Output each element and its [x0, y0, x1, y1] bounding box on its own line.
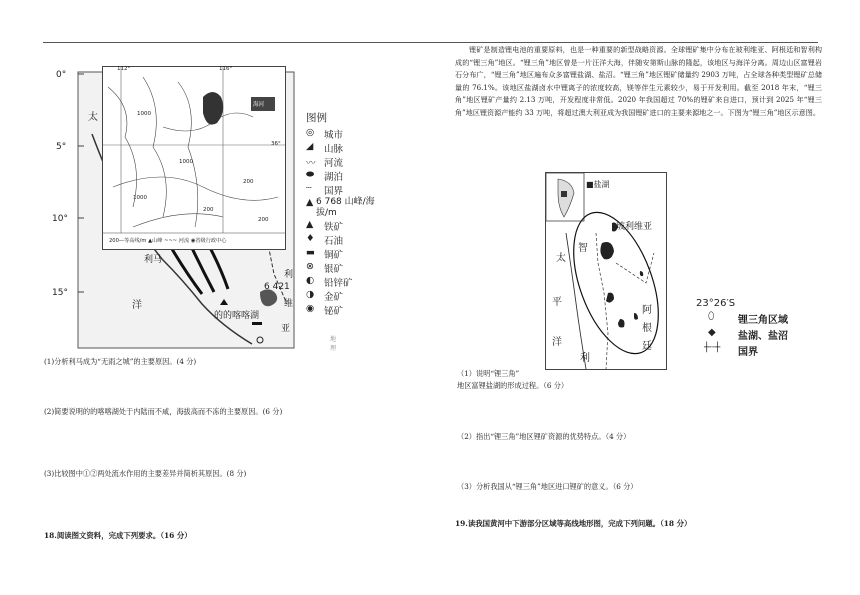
- peru-legend: [306, 110, 386, 317]
- sea-label: 洋: [132, 300, 142, 311]
- chile-char: 智: [578, 243, 588, 254]
- pacific-char: 平: [552, 297, 562, 308]
- question-2: (2)简要说明的的喀喀湖处于内陆而不咸，海拔高而不冻的主要原因。(6 分): [44, 407, 283, 416]
- mountain-icon: ◢: [306, 141, 314, 152]
- legend-item: ▲ 6 768 山峰/海拔/m: [306, 197, 375, 218]
- country-char: 利: [284, 270, 294, 280]
- inset-lon-label: 116°: [219, 66, 233, 72]
- peak-label: 6 421: [264, 282, 290, 292]
- titicaca-label: 的的喀喀湖: [214, 311, 260, 321]
- pacific-char: 太: [556, 253, 566, 264]
- legend-item: ◉ 铋矿: [306, 303, 344, 317]
- legend-item: ⬬ 湖泊: [306, 169, 344, 183]
- question-1-line-2: 地区富锂盐湖的形成过程。（6 分）: [457, 381, 569, 390]
- border-icon: ┄: [306, 183, 312, 194]
- inset-lat-label: 36°: [271, 141, 281, 147]
- pacific-char: 洋: [552, 337, 562, 348]
- argentina-char: 根: [642, 323, 652, 334]
- country-char: 维: [284, 299, 294, 309]
- legend-item: ┄ 国界: [306, 183, 344, 197]
- legend-item: ♦ 石油: [306, 233, 344, 247]
- contour-label: 1000: [137, 111, 151, 117]
- city-icon: ◎: [306, 127, 315, 138]
- chile-char: 利: [580, 353, 590, 364]
- border-icon: ┼┄┼: [704, 343, 721, 353]
- salt-lake-icon: ◆: [708, 327, 716, 338]
- lithium-map-figure: [545, 172, 667, 370]
- inset-lon-label: 112°: [117, 66, 131, 72]
- inset-map: [102, 66, 286, 250]
- contour-label: 1000: [133, 195, 147, 201]
- legend-item: ┼┄┼ 国界: [704, 343, 758, 358]
- contour-label: 1000: [179, 159, 193, 165]
- contour-label: 200: [203, 207, 214, 213]
- legend-item: ◆ 盐湖、盐沼: [708, 327, 788, 342]
- legend-item: ▲ 铁矿: [306, 219, 344, 233]
- question-3: （3）分析我国从“锂三角”地区进口锂矿的意义。（6 分）: [457, 482, 638, 491]
- lat-label: 0°: [56, 70, 67, 80]
- copper-icon: ▬: [306, 247, 315, 258]
- lithium-paragraph: 锂矿是制造锂电池的重要原料，也是一种重要的新型战略资源。全球锂矿集中分布在玻利维亚、阿根廷和智利构成的“锂三角”地区。“锂三角”地区曾是一片汪洋大海，伴随安第斯山脉的隆起，该地区与海洋分离。周边山区富锂岩石分布广，“锂三角”地区遍布众多富锂盐湖、盐沼。“锂三角”地区锂矿储量约 2903 万吨，占全球各种类型锂矿总储量的 76.1%。该地区盐湖卤水中锂离子的浓度较高，镁等伴生元素较少，易于开发利用。截至 2018 年末，“锂三角”地区锂矿产量约 2.13 万吨，开发程度非常低。2020 年我国超过 70%的锂矿来自进口，预计到 2025 年“锂三角”地区锂资源产能约 33 万吨，将超过澳大利亚成为我国锂矿进口的主要来源地之一。下图为“锂三角”地区示意图。: [455, 45, 822, 117]
- question-1-line-1: （1）说明“锂三角”: [457, 369, 520, 378]
- legend-item: ⬯ 锂三角区域: [708, 311, 788, 326]
- peak-icon: ▲: [306, 197, 314, 208]
- contour-label: 200: [243, 179, 254, 185]
- question-3: (3)比较图中①②两处流水作用的主要差异并简析其原因。(8 分): [44, 469, 247, 478]
- legend-item: ▬ 铜矿: [306, 247, 344, 261]
- lake-icon: ⬬: [306, 169, 315, 180]
- legend-item: ⊗ 银矿: [306, 261, 344, 275]
- header-rule: [43, 42, 818, 43]
- lat-label: 10°: [52, 214, 68, 224]
- lima-label: 利马: [144, 255, 163, 265]
- question-2: （2）指出“锂三角”地区锂矿资源的优势特点。（4 分）: [457, 432, 631, 441]
- legend-item: ◐ 铅锌矿: [306, 275, 353, 289]
- bolivia-label: 玻利维亚: [616, 222, 653, 232]
- question-18-heading: 18.阅读图文资料，完成下列要求。（16 分）: [44, 531, 192, 540]
- legend-item: ◢ 山脉: [306, 141, 344, 155]
- question-1: (1)分析利马成为“无雨之城”的主要原因。(4 分): [44, 357, 197, 366]
- river-icon: 〰: [306, 158, 316, 169]
- lat-label: 5°: [56, 142, 67, 152]
- argentina-char: 廷: [642, 341, 652, 352]
- sea-label: 太: [88, 112, 98, 123]
- contour-label: 200: [258, 217, 269, 223]
- argentina-char: 阿: [642, 305, 652, 316]
- triangle-region-icon: ⬯: [708, 311, 715, 322]
- gold-icon: ◑: [306, 289, 315, 300]
- country-char: 亚: [281, 324, 291, 334]
- lithium-legend: [698, 298, 818, 359]
- legend-item: 〰 河流: [306, 155, 386, 169]
- legend-item: ◑ 金矿: [306, 289, 344, 303]
- oil-icon: ♦: [306, 233, 315, 244]
- question-19-heading: 19.读我国黄河中下游部分区域等高线地形图，完成下列问题。（18 分）: [455, 519, 692, 528]
- watermark: 地理: [330, 336, 337, 352]
- inset-label: ■盐湖: [586, 180, 610, 189]
- legend-item: ◎ 城市: [306, 127, 344, 141]
- lat-label: 15°: [52, 288, 68, 298]
- iron-icon: ▲: [306, 219, 314, 230]
- bismuth-icon: ◉: [306, 303, 315, 314]
- inset-river-label: 海河: [253, 102, 265, 108]
- silver-icon: ⊗: [306, 261, 314, 272]
- latitude-label: 23°26′S: [696, 298, 736, 309]
- inset-caption: 200—等高线/m ▲山峰 ~~~ 河流 ◉省级行政中心: [109, 238, 227, 244]
- leadzinc-icon: ◐: [306, 275, 315, 286]
- legend-title: 图例: [306, 112, 327, 124]
- inset-lake-shape: [203, 92, 223, 125]
